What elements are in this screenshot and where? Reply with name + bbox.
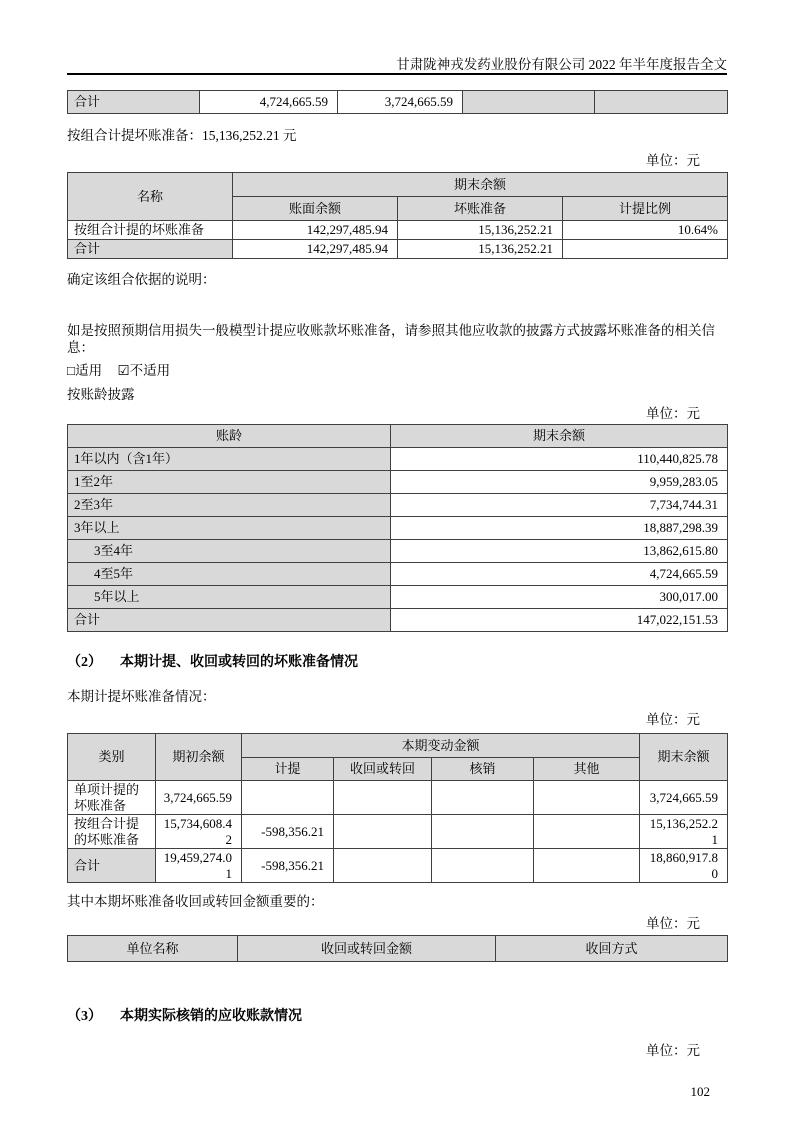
- row-label: 合计: [68, 240, 233, 259]
- col-header-entity-name: 单位名称: [68, 936, 238, 962]
- table-row: [68, 781, 728, 815]
- aging-row-value: 9,959,283.05: [391, 471, 728, 494]
- recovery-value: [334, 849, 432, 883]
- writeoff-value: [432, 849, 534, 883]
- table-row: [68, 517, 728, 540]
- col-header-recovery: 收回或转回: [334, 758, 432, 781]
- table-header-row: [68, 425, 728, 448]
- col-header-provision: 计提: [242, 758, 334, 781]
- aging-row-value: 300,017.00: [391, 586, 728, 609]
- unit-label: 单位：元: [646, 916, 700, 931]
- col-header-category: 类别: [68, 734, 156, 781]
- ratio-value: [563, 240, 728, 259]
- col-header-book-balance: 账面余额: [233, 197, 398, 221]
- col-header-recovery-amount: 收回或转回金额: [238, 936, 496, 962]
- aging-row-label: 1至2年: [68, 471, 391, 494]
- provision-value: -598,356.21: [242, 815, 334, 849]
- category-label: 单项计提的坏账准备: [68, 781, 156, 815]
- category-label: 合计: [68, 849, 156, 883]
- section-2-number: （2）: [67, 655, 102, 670]
- aging-row-label: 5年以上: [68, 586, 391, 609]
- unit-label: 单位：元: [646, 406, 700, 421]
- option-not-applicable-label: 不适用: [129, 363, 171, 378]
- note-ecl-model: 如是按照预期信用损失一般模型计提应收账款坏账准备，请参照其他应收款的披露方式披露坏账准备的相关信息：: [67, 323, 715, 355]
- aging-row-value: 7,734,744.31: [391, 494, 728, 517]
- note-significant-recovery: 其中本期坏账准备收回或转回金额重要的：: [67, 894, 324, 909]
- total-row-value: 3,724,665.59: [338, 91, 463, 114]
- aging-row-value: 18,887,298.39: [391, 517, 728, 540]
- aging-row-value: 13,862,615.80: [391, 540, 728, 563]
- recovery-table: [67, 935, 728, 962]
- table-header-row: [68, 734, 728, 758]
- table-row: [68, 471, 728, 494]
- note-basis: 确定该组合依据的说明：: [67, 272, 216, 287]
- section-2-title: 本期计提、收回或转回的坏账准备情况: [120, 655, 358, 670]
- recovery-value: [334, 781, 432, 815]
- table-row: [68, 221, 728, 240]
- unit-label: 单位：元: [646, 712, 700, 727]
- table-row: [68, 540, 728, 563]
- col-header-ending-balance: 期末余额: [233, 173, 728, 197]
- other-value: [534, 815, 640, 849]
- section-2-heading: [67, 654, 727, 672]
- note-aging-disclosure: 按账龄披露: [67, 387, 135, 402]
- col-header-aging: 账龄: [68, 425, 391, 448]
- section-3-title: 本期实际核销的应收账款情况: [120, 1009, 302, 1024]
- book-balance-value: 142,297,485.94: [233, 240, 398, 259]
- aging-row-label: 2至3年: [68, 494, 391, 517]
- col-header-opening-balance: 期初余额: [156, 734, 242, 781]
- table-header-row: [68, 173, 728, 197]
- table-row: [68, 448, 728, 471]
- ratio-value: 10.64%: [563, 221, 728, 240]
- book-balance-value: 142,297,485.94: [233, 221, 398, 240]
- unit-label: 单位：元: [646, 153, 700, 168]
- table-row: [68, 586, 728, 609]
- total-row-label: 合计: [68, 91, 200, 114]
- col-header-ratio: 计提比例: [563, 197, 728, 221]
- recovery-value: [334, 815, 432, 849]
- category-label: 按组合计提的坏账准备: [68, 815, 156, 849]
- aging-row-label: 3年以上: [68, 517, 391, 540]
- opening-value: 3,724,665.59: [156, 781, 242, 815]
- note-group-provision: 按组合计提坏账准备：15,136,252.21 元: [67, 128, 297, 143]
- totals-carryover-table: [67, 90, 728, 114]
- header-divider: [67, 73, 727, 75]
- aging-row-label: 合计: [68, 609, 391, 632]
- writeoff-value: [432, 815, 534, 849]
- bad-debt-value: 15,136,252.21: [398, 221, 563, 240]
- provision-value: -598,356.21: [242, 849, 334, 883]
- checkbox-checked-icon: ☑: [117, 363, 130, 378]
- row-label: 按组合计提的坏账准备: [68, 221, 233, 240]
- ending-value: 18,860,917.80: [640, 849, 728, 883]
- table-total-row: [68, 849, 728, 883]
- section-3-heading: [67, 1008, 727, 1026]
- other-value: [534, 849, 640, 883]
- table-row: [68, 815, 728, 849]
- col-header-recovery-method: 收回方式: [496, 936, 728, 962]
- provision-value: [242, 781, 334, 815]
- option-applicable: [67, 363, 102, 378]
- col-header-writeoff: 核销: [432, 758, 534, 781]
- ending-value: 15,136,252.21: [640, 815, 728, 849]
- option-not-applicable: [118, 363, 171, 378]
- empty-cell: [463, 91, 595, 114]
- opening-value: 15,734,608.42: [156, 815, 242, 849]
- page-number: 102: [690, 1084, 710, 1099]
- portfolio-provision-table: [67, 172, 728, 259]
- writeoff-value: [432, 781, 534, 815]
- bad-debt-movement-table: [67, 733, 728, 883]
- aging-row-label: 1年以内（含1年）: [68, 448, 391, 471]
- table-header-row: [68, 936, 728, 962]
- aging-row-value: 147,022,151.53: [391, 609, 728, 632]
- aging-row-value: 4,724,665.59: [391, 563, 728, 586]
- col-header-bad-debt: 坏账准备: [398, 197, 563, 221]
- note-current-provision: 本期计提坏账准备情况：: [67, 689, 216, 704]
- aging-row-label: 3至4年: [68, 540, 391, 563]
- total-row-value: 4,724,665.59: [200, 91, 338, 114]
- table-total-row: [68, 609, 728, 632]
- col-header-ending-balance: 期末余额: [391, 425, 728, 448]
- col-header-change: 本期变动金额: [242, 734, 640, 758]
- section-3-number: （3）: [67, 1009, 102, 1024]
- table-row: [68, 91, 728, 114]
- col-header-other: 其他: [534, 758, 640, 781]
- opening-value: 19,459,274.01: [156, 849, 242, 883]
- unit-label: 单位：元: [646, 1043, 700, 1058]
- aging-table: [67, 424, 728, 632]
- bad-debt-value: 15,136,252.21: [398, 240, 563, 259]
- col-header-name: 名称: [68, 173, 233, 221]
- option-applicable-label: 适用: [75, 363, 103, 378]
- applicability-row: [67, 362, 727, 379]
- aging-row-value: 110,440,825.78: [391, 448, 728, 471]
- table-row: [68, 563, 728, 586]
- page-title: 甘肃陇神戎发药业股份有限公司 2022 年半年度报告全文: [396, 57, 727, 72]
- empty-cell: [595, 91, 728, 114]
- other-value: [534, 781, 640, 815]
- table-total-row: [68, 240, 728, 259]
- table-row: [68, 494, 728, 517]
- aging-row-label: 4至5年: [68, 563, 391, 586]
- col-header-ending-balance: 期末余额: [640, 734, 728, 781]
- checkbox-unchecked-icon: □: [67, 363, 76, 378]
- ending-value: 3,724,665.59: [640, 781, 728, 815]
